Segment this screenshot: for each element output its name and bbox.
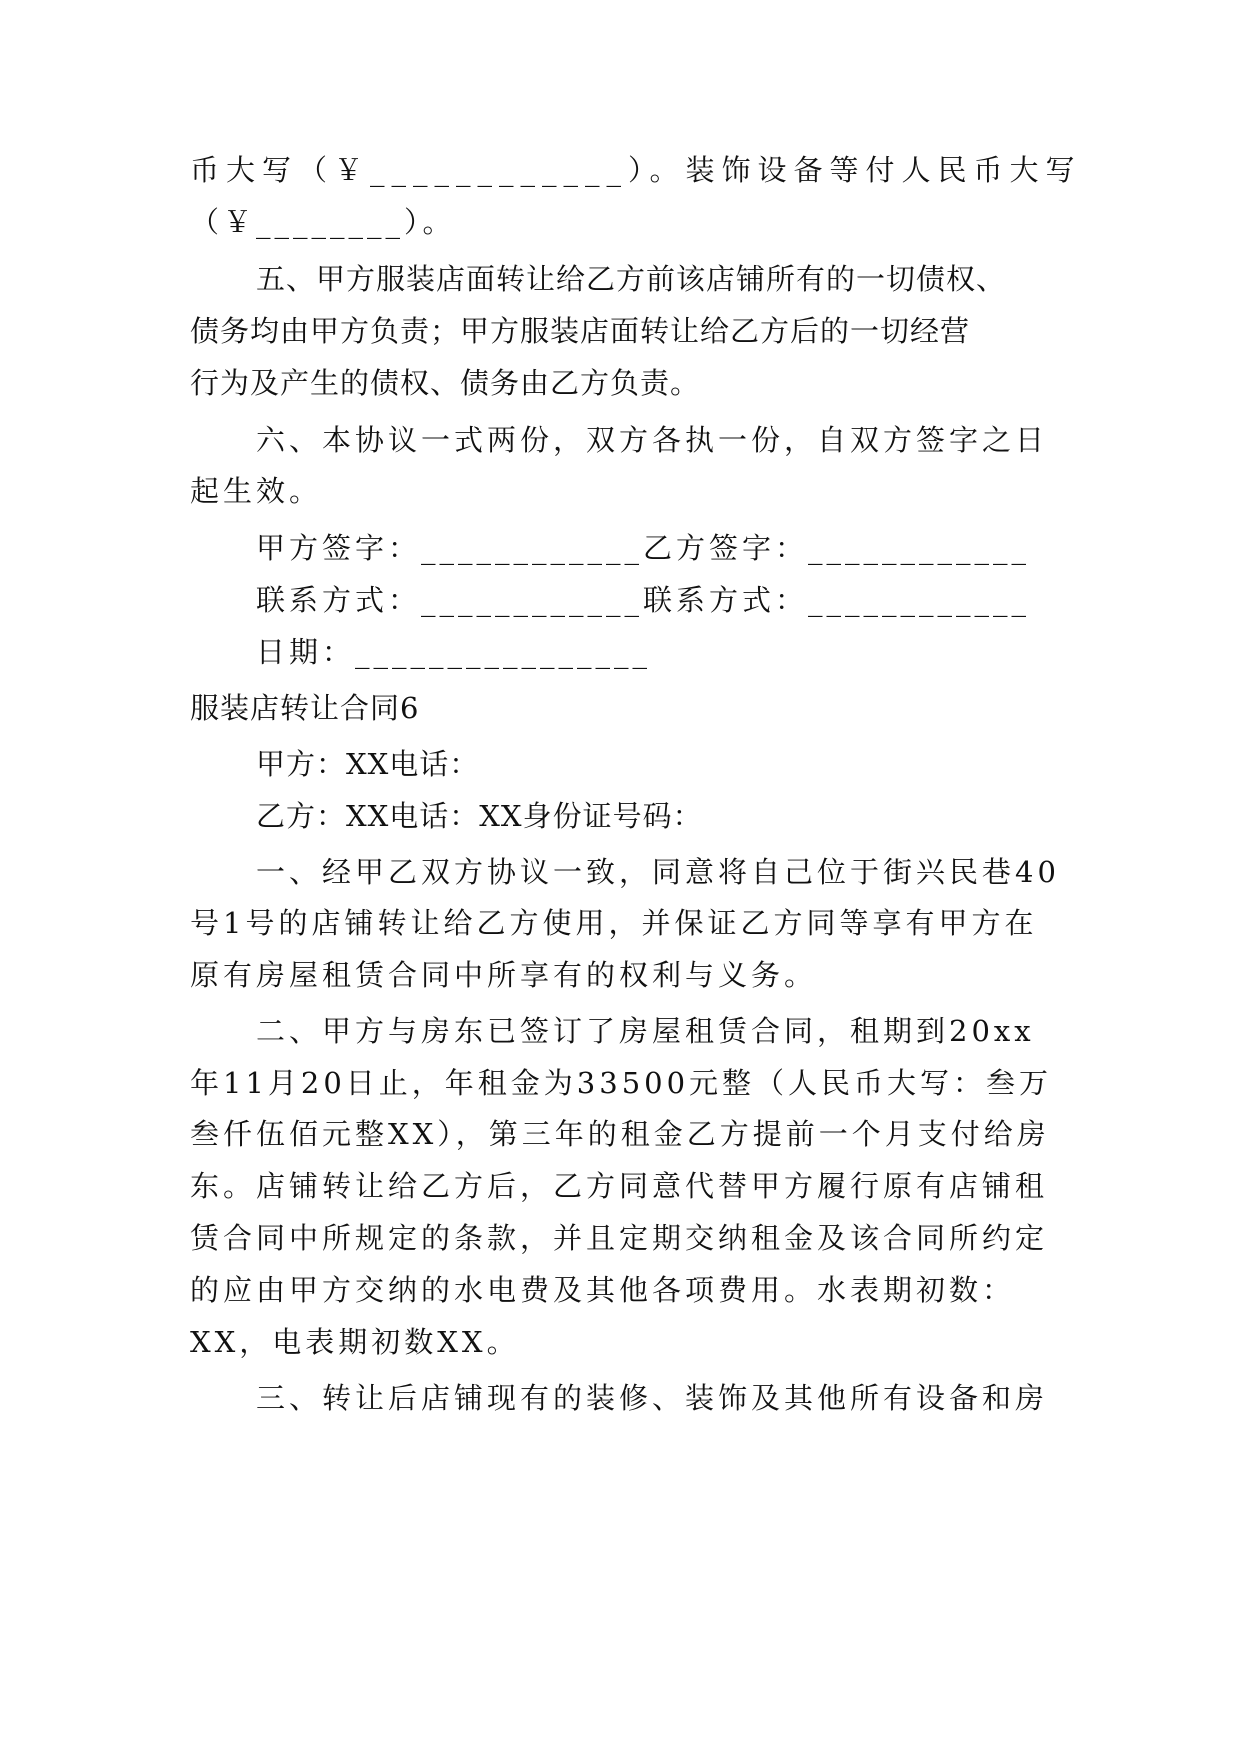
text-line: 行为及产生的债权、债务由乙方负责。 <box>190 366 701 400</box>
text-line: 号1号的店铺转让给乙方使用，并保证乙方同等享有甲方在 <box>190 906 1038 940</box>
text-line: 年11月20日止，年租金为33500元整（人民币大写：叁万 <box>190 1066 1053 1100</box>
text-line: 起生效。 <box>190 474 323 508</box>
text-line: （￥________）。 <box>190 205 456 239</box>
text-line: 一、经甲乙双方协议一致，同意将自己位于街兴民巷40 <box>256 855 1060 889</box>
text-line: 甲方：XX电话： <box>256 747 480 781</box>
text-line: 二、甲方与房东已签订了房屋租赁合同，租期到20xx <box>256 1014 1035 1048</box>
text-line: 债务均由甲方负责；甲方服装店面转让给乙方后的一切经营 <box>190 314 971 348</box>
text-line: 东。店铺转让给乙方后，乙方同意代替甲方履行原有店铺租 <box>190 1169 1049 1203</box>
text-line: XX，电表期初数XX。 <box>190 1325 520 1359</box>
text-line: 原有房屋租赁合同中所享有的权利与义务。 <box>190 958 818 992</box>
text-line: 日期：________________ <box>256 635 652 669</box>
text-line: 五、甲方服装店面转让给乙方前该店铺所有的一切债权、 <box>256 262 1007 296</box>
text-line: 赁合同中所规定的条款，并且定期交纳租金及该合同所约定 <box>190 1221 1049 1255</box>
text-line: 六、本协议一式两份，双方各执一份，自双方签字之日 <box>256 423 1049 457</box>
section-title: 服装店转让合同6 <box>190 691 420 725</box>
text-line: 甲方签字：____________乙方签字：____________ <box>256 531 1031 565</box>
text-line: 联系方式：____________联系方式：____________ <box>256 583 1031 617</box>
text-line: 币大写（￥____________）。装饰设备等付人民币大写 <box>190 153 1082 187</box>
text-line: 乙方：XX电话：XX身份证号码： <box>256 799 703 833</box>
text-line: 的应由甲方交纳的水电费及其他各项费用。水表期初数： <box>190 1273 1016 1307</box>
text-line: 叁仟伍佰元整XX），第三年的租金乙方提前一个月支付给房 <box>190 1117 1050 1151</box>
text-line: 三、转让后店铺现有的装修、装饰及其他所有设备和房 <box>256 1381 1049 1415</box>
